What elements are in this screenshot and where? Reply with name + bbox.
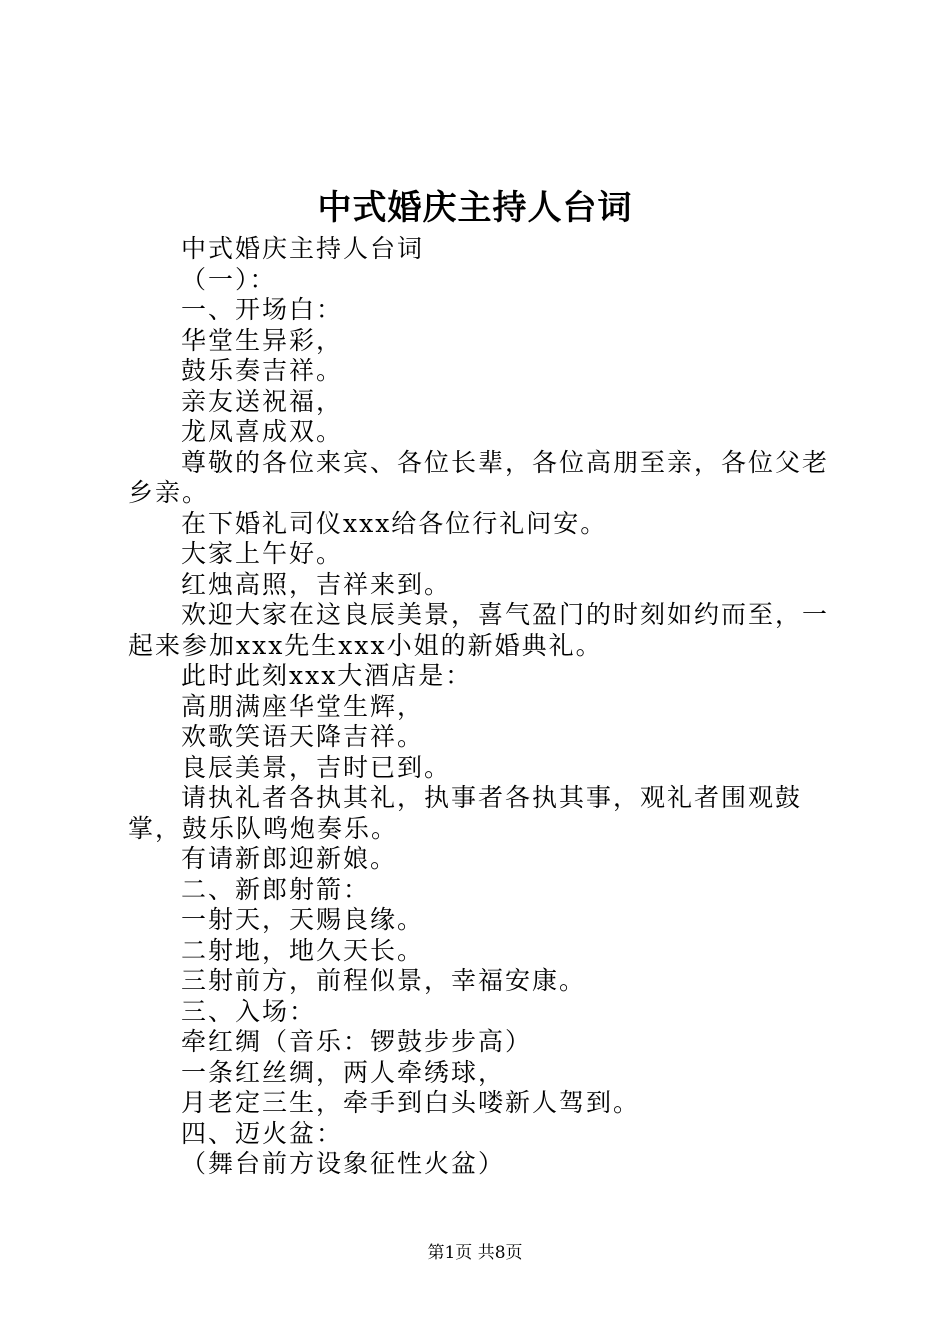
paragraph: （一）： — [181, 264, 277, 294]
paragraph: 龙凤喜成双。 — [181, 417, 344, 446]
paragraph: 牵红绸（音乐：锣鼓步步高） — [181, 1027, 533, 1056]
paragraph: 高朋满座华堂生辉， — [181, 691, 425, 721]
paragraph: 大家上午好。 — [181, 539, 344, 568]
paragraph: 红烛高照，吉祥来到。 — [181, 569, 452, 599]
paragraph: （舞台前方设象征性火盆） — [181, 1149, 506, 1178]
document-title: 中式婚庆主持人台词 — [317, 188, 633, 228]
paragraph: 三射前方，前程似景，幸福安康。 — [181, 966, 587, 995]
paragraph: 亲友送祝福， — [181, 386, 344, 416]
paragraph: 鼓乐奏吉祥。 — [181, 356, 344, 385]
paragraph: 欢迎大家在这良辰美景，喜气盈门的时刻如约而至，一起来参加xxx先生xxx小姐的新婚典礼。 — [128, 600, 830, 660]
paragraph: 一、开场白： — [181, 295, 344, 324]
paragraph: 良辰美景，吉时已到。 — [181, 752, 452, 782]
paragraph: 月老定三生，牵手到白头喽新人驾到。 — [181, 1088, 641, 1117]
paragraph: 一条红丝绸，两人牵绣球， — [181, 1057, 506, 1087]
page-indicator: 第1页 共8页 — [427, 1243, 523, 1263]
paragraph: 中式婚庆主持人台词 — [181, 234, 425, 263]
paragraph: 三、入场： — [181, 996, 317, 1026]
paragraph: 四、迈火盆： — [181, 1118, 344, 1148]
paragraph: 请执礼者各执其礼，执事者各执其事，观礼者围观鼓掌，鼓乐队鸣炮奏乐。 — [128, 783, 803, 843]
paragraph: 一射天，天赐良缘。 — [181, 905, 425, 934]
document-body — [128, 234, 834, 1180]
paragraph: 尊敬的各位来宾、各位长辈，各位高朋至亲，各位父老乡亲。 — [128, 447, 830, 507]
paragraph: 有请新郎迎新娘。 — [181, 844, 398, 873]
paragraph: 在下婚礼司仪xxx给各位行礼问安。 — [181, 508, 608, 538]
page-footer — [0, 1241, 950, 1265]
paragraph: 二、新郎射箭： — [181, 874, 371, 904]
paragraph: 欢歌笑语天降吉祥。 — [181, 722, 425, 751]
paragraph: 华堂生异彩， — [181, 325, 344, 355]
paragraph: 此时此刻xxx大酒店是： — [181, 661, 473, 690]
paragraph: 二射地，地久天长。 — [181, 935, 425, 965]
